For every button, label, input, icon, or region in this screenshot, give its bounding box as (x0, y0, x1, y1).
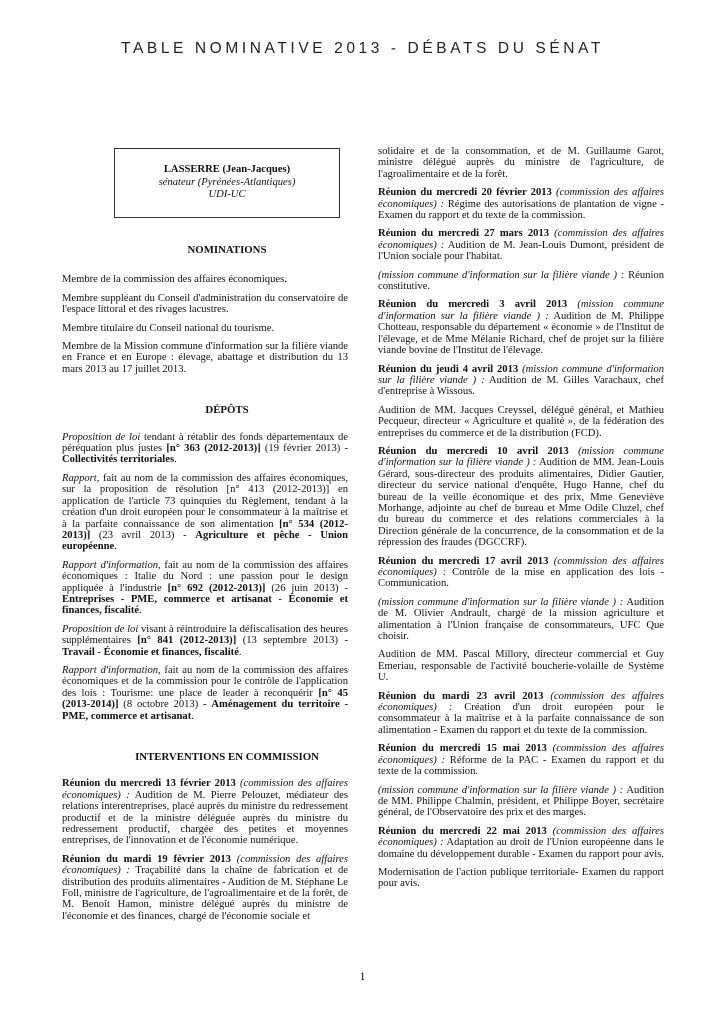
intervention-item (378, 556, 664, 590)
text-run: Réforme de la PAC - Examen du rapport et du texte de la commission. (378, 754, 664, 778)
text-run: Audition de M. Jean-Louis Dumont, président de l'Union sociale pour l'habitat. (378, 239, 665, 263)
page-title: TABLE NOMINATIVE 2013 - DÉBATS DU SÉNAT (121, 40, 604, 57)
text-run: (mission commune d'information sur la filière viande ) : (378, 363, 664, 386)
text-run: (commission des affaires économiques) : (378, 228, 664, 251)
left-column (62, 145, 348, 929)
intervention-item (378, 867, 664, 890)
senator-box (114, 148, 340, 218)
text-run: . (114, 541, 117, 553)
text-run: Création d'un droit européen pour le consommateur à la maîtrise et à la parfaite connaissance de son alimentation - Examen du rapport et du texte de la commission. (378, 702, 665, 736)
text-run: (26 juin 2013) - (265, 582, 348, 594)
text-run: Audition de MM. Pascal Millory, directeur commercial et Guy Emeriau, responsable de l'activité boucherie-volaille de Système U. (378, 649, 664, 684)
intervention-item (378, 270, 664, 293)
intervention-item (378, 146, 664, 180)
right-column (378, 146, 664, 897)
senator-group: UDI-UC (208, 189, 246, 200)
intervention-item (62, 854, 348, 922)
text-run: Réunion du mardi 23 avril 2013 (378, 690, 544, 702)
text-run: (mission commune d'information sur la filière viande ) : (378, 596, 624, 608)
depots-list (62, 432, 348, 722)
text-run: (mission commune d'information sur la filière viande ) : (378, 445, 665, 469)
text-run: Modernisation de l'action publique territoriale- Examen du rapport pour avis. (378, 866, 664, 890)
intervention-item (62, 778, 348, 846)
text-run: (23 avril 2013) - (90, 529, 196, 541)
text-run: Audition de MM. Philippe Chalmin, président, et Philippe Boyer, secrétaire général, de l'Observatoire des prix et des marges. (378, 784, 664, 819)
text-run: (commission des affaires économiques) : (378, 690, 664, 714)
text-run: (mission commune d'information sur la filière viande ) : (378, 784, 624, 796)
text-run: Réunion du jeudi 4 avril 2013 (378, 363, 519, 375)
text-run: Réunion du mercredi 10 avril 2013 (378, 445, 569, 457)
text-run: Audition de MM. Jacques Creyssel, délégué général, et Mathieu Pecqueur, directeur « Agriculture et qualité », de la fédération des entreprises du commerce et de la distribution (FCD). (378, 404, 664, 439)
interventions-list-right (378, 146, 664, 890)
text-run: Rapport d'information (62, 664, 159, 676)
nomination-item: Membre suppléant du Conseil d'administration du conservatoire de l'espace littoral et des rivages lacustres. (62, 292, 348, 316)
text-run: (commission des affaires économiques) : (378, 743, 664, 766)
intervention-item (378, 649, 664, 683)
text-run: Rapport (62, 472, 97, 484)
depot-item (62, 473, 348, 553)
nomination-item: Membre titulaire du Conseil national du tourisme. (62, 322, 275, 334)
text-run: Réunion du mercredi 15 mai 2013 (378, 743, 547, 755)
text-run: [n° 45 (2013-2014)] (62, 687, 348, 711)
nomination-item: Membre de la commission des affaires économiques. (62, 274, 287, 286)
text-run: tendant à rétablir des fonds départementaux de péréquation plus justes (62, 431, 348, 455)
text-run: Traçabilité dans la chaîne de fabrication et de distribution des produits alimentaires - Audition de M. Stéphane Le Foll, ministre de l'agriculture, de l'agroalimentaire et de la forêt, de M. Benoît Hamon, ministre délégué auprès du ministre de l'économie et des finances, chargé de l'économie sociale et (62, 865, 349, 922)
text-run: Réunion du mercredi 13 février 2013 (62, 778, 236, 790)
depot-item (62, 432, 348, 466)
intervention-item (378, 691, 664, 737)
text-run: Contrôle de la mise en application des lois - Communication. (378, 567, 664, 590)
senator-role: sénateur (Pyrénées-Atlantiques) (158, 176, 296, 188)
text-run: solidaire et de la consommation, et de M. Guillaume Garot, ministre délégué auprès du ministre de l'agriculture, de l'agroalimentaire et de la forêt. (378, 146, 664, 180)
text-run: , fait au nom de la commission des affaires économiques et de la commission pour le contrôle de l'application des lois : Tourisme: une place de leader à reconquérir (62, 664, 348, 699)
nominations-heading: NOMINATIONS (187, 244, 267, 256)
text-run: Rapport d'information (62, 559, 159, 571)
text-run: (commission des affaires économiques) : (378, 187, 664, 210)
text-run: Aménagement du territoire - PME, commerce et artisanat (62, 699, 348, 722)
text-run: . (238, 646, 242, 658)
text-run: . (191, 710, 194, 722)
text-run: Audition de M. Philippe Chotteau, responsable du département « économie » de l'Institut de l'élevage, et de Mme Mélanie Richard, chef de projet sur la filière viande bovine de l'Institut de l'élevage. (378, 310, 664, 357)
nomination-item: Membre de la Mission commune d'information sur la filière viande en France et en Europe : élevage, abattage et distribution du 13 mars 2013 au 17 juillet 2013. (62, 341, 348, 375)
senator-name: LASSERRE (Jean-Jacques) (163, 164, 291, 175)
text-run: Audition de MM. Jean-Louis Gérard, sous-directeur des produits alimentaires, Didier Gautier, directeur du service national d'enquête, Hugo Hanne, chef du bureau de la veille économique et des prix, Mme Geneviève Morhange, adjointe au chef de bureau et Mme Odile Cluzel, chef du bureau du commerce et des relations commerciales à la Direction générale de la concurrence, de la consommation et de la répression des fraudes (DGCCRF). (378, 457, 665, 549)
text-run: . (174, 454, 177, 466)
text-run: (commission des affaires économiques) : (62, 778, 348, 801)
text-run: , fait au nom de la commission des affaires économiques : Italie du Nord : une passion pour le design appliquée à l'industrie (62, 559, 348, 594)
interventions-list-left (62, 778, 348, 922)
text-run: Réunion du mercredi 17 avril 2013 (378, 555, 549, 567)
intervention-item (378, 187, 664, 221)
text-run: . (139, 605, 142, 617)
page-number: 1 (359, 969, 366, 983)
text-run: [n° 692 (2012-2013)] (167, 582, 266, 594)
depot-item (62, 560, 348, 617)
text-run: Proposition de loi (62, 623, 139, 635)
depot-item (62, 624, 348, 658)
intervention-item (378, 364, 664, 398)
text-run: Réunion du mercredi 22 mai 2013 (378, 825, 547, 837)
interventions-heading: INTERVENTIONS EN COMMISSION (135, 751, 319, 763)
intervention-item (378, 597, 664, 643)
text-run: (mission commune d'information sur la filière viande ) : (378, 299, 665, 322)
depot-item (62, 665, 348, 722)
text-run: Réunion du mercredi 27 mars 2013 (378, 228, 550, 240)
text-run: Collectivités territoriales (62, 454, 175, 466)
intervention-item (378, 785, 664, 819)
nominations-list (62, 274, 348, 375)
intervention-item (378, 405, 664, 439)
text-run: (8 octobre 2013) - (118, 699, 212, 711)
intervention-item (378, 743, 664, 777)
text-run: [n° 363 (2012-2013)] (166, 443, 261, 455)
text-run: (19 février 2013) - (260, 443, 349, 455)
text-run: (mission commune d'information sur la filière viande ) : (378, 269, 625, 281)
text-run: Agriculture et pêche - Union européenne (62, 529, 348, 553)
text-run: visant à réintroduire la défiscalisation des heures supplémentaires (62, 623, 348, 647)
text-run: Audition de M. Pierre Pelouzet, médiateur des relations interentreprises, placé auprès du ministre du redressement productif et de la ministre déléguée auprès du ministre du redressement productif, chargée des petites et moyennes entreprises, de l'innovation et de l'économie numérique. (62, 789, 348, 847)
text-run: [n° 841 (2012-2013)] (137, 635, 237, 647)
intervention-item (378, 228, 664, 262)
intervention-item (378, 299, 664, 356)
text-run: (13 septembre 2013) - (236, 635, 348, 647)
depots-heading: DÉPÔTS (205, 404, 249, 417)
text-run: Réunion du mercredi 3 avril 2013 (378, 299, 568, 311)
text-run: [n° 534 (2012-2013)] (62, 518, 348, 541)
text-run: Audition de M. Olivier Andrault, chargé de la mission agriculture et alimentation à l'Union française de consommateurs, UFC Que choisir. (378, 596, 664, 643)
text-run: , fait au nom de la commission des affaires économiques, sur la proposition de résolution [n° 413 (2012-2013)] en application de l'article 73 quinquies du Règlement, tendant à la création d'un droit européen pour le consommateur à la maîtrise et à la parfaite connaissance de son alimentation (62, 472, 348, 530)
intervention-item (378, 826, 664, 860)
text-run: (commission des affaires économiques) : (378, 825, 664, 849)
text-run: (commission des affaires économiques) : (378, 555, 664, 578)
intervention-item (378, 446, 664, 549)
text-run: (commission des affaires économiques) : (62, 853, 348, 877)
text-run: Adaptation au droit de l'Union européenne dans le domaine du développement durable - Examen du rapport pour avis. (378, 837, 664, 860)
text-run: Travail - Économie et finances, fiscalité (62, 646, 239, 658)
text-run: Réunion du mercredi 20 février 2013 (378, 187, 552, 199)
text-run: Audition de M. Gilles Varachaux, chef d'entreprise à Wissous. (378, 374, 664, 398)
text-run: Réunion constitutive. (378, 269, 664, 293)
text-run: Proposition de loi (62, 431, 141, 443)
text-run: Réunion du mardi 19 février 2013 (62, 853, 231, 865)
text-run: Régime des autorisations de plantation de vigne - Examen du rapport et du texte de la commission. (378, 198, 664, 222)
text-run: Entreprises - PME, commerce et artisanat - Économie et finances, fiscalité (62, 593, 348, 617)
